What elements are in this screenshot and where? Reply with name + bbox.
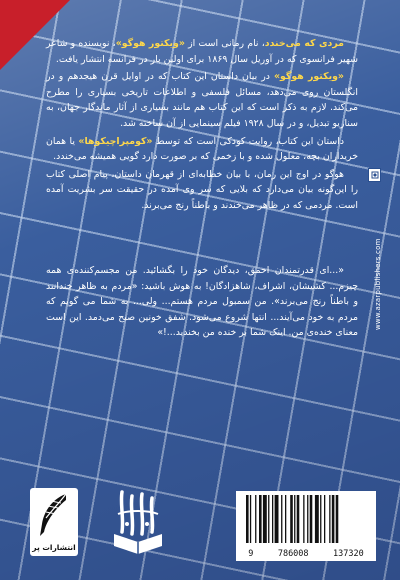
synopsis-text: ، نام رمانی است از — [184, 38, 265, 49]
quote-block — [46, 263, 358, 343]
synopsis-block — [46, 36, 358, 216]
barcode-bar — [329, 495, 330, 543]
barcode-bar — [307, 495, 308, 543]
barcode-bar — [268, 495, 269, 543]
synopsis-paragraph-3 — [46, 134, 358, 165]
barcode-bar — [332, 495, 335, 543]
comprachicos-term: «کومپراچیکوها» — [78, 135, 153, 147]
isbn-barcode — [236, 491, 376, 561]
isbn-digit-group: 786008 — [277, 549, 309, 559]
barcode-bar — [294, 495, 295, 543]
barcode-bar — [290, 495, 293, 543]
synopsis-paragraph-4: هوگو در اوج این رمان، با بیان خطابه‌ای از قهرمان داستان، پیام اصلی کتاب را این‌گونه بیان می‌دارد که بلایی که سر وی آمده در حقیقت سر بشریت آمده است. مردمی که در ظاهر می‌خندند و باطناً رنج می‌برند. — [46, 168, 358, 211]
synopsis-text: یا همان خریداران بچه، معلول شده و با زخمی که بر صورت دارد گویی همیشه می‌خندد. — [46, 135, 358, 163]
barcode-bar — [303, 495, 304, 543]
barcode-bar — [281, 495, 282, 543]
isbn-digits — [236, 549, 376, 559]
author-name: «ویکتور هوگو» — [115, 38, 185, 49]
barcode-bar — [259, 495, 262, 543]
barcode-bar — [310, 495, 313, 543]
open-book-calligraphy-icon — [108, 484, 168, 560]
quote-paragraph: «...ای قدرتمندان احمق، دیدگان خود را بگشائید. من مجسم‌کننده‌ی همه چیزم... کشیشان، اشراف، شاهزادگان! به هوش باشید: «مردم به ظاهر خندانند و باطناً رنج می‌برند». من سمبول مردم هستم... ولی... به شما می گویم که مردم به خود می‌آیند... انتها شروع می‌شود. شفق خونین صبح می‌دمد. این است معنای خنده‌ی من. اینک شما بر خنده من بخندید...!» — [46, 265, 358, 339]
barcode-bar — [320, 495, 321, 543]
synopsis-paragraph-2 — [46, 69, 358, 131]
barcode-bar — [272, 495, 273, 543]
barcode-bar — [250, 495, 251, 543]
isbn-digit-group: 137320 — [333, 549, 364, 559]
barcode-bar — [275, 495, 279, 543]
isbn-digit-group: 9 — [248, 549, 254, 559]
barcode-bar — [336, 495, 339, 543]
barcode-bar — [285, 495, 286, 543]
barcode-bar — [324, 495, 325, 543]
barcode-bar — [255, 495, 256, 543]
synopsis-paragraph-1 — [46, 36, 358, 67]
publisher-logo — [30, 488, 78, 556]
publisher-website: www.azarpublishers.com — [374, 238, 382, 330]
synopsis-text: داستان این کتاب، روایت کودکی است که توسط — [152, 135, 344, 147]
publisher-name: انتشارات پر — [32, 543, 76, 552]
synopsis-text: ، نویسنده و شاعر شهیر فرانسوی که در آوریل سال ۱۸۶۹ برای اولین بار در فرانسه انتشار یافت. — [46, 38, 358, 65]
barcode-bars — [242, 495, 370, 547]
barcode-bar — [263, 495, 267, 543]
barcode-bar — [246, 495, 249, 543]
feather-pen-icon — [36, 492, 72, 538]
barcode-bar — [315, 495, 319, 543]
book-title: مردی که می‌خندد — [264, 38, 344, 49]
author-name: «ویکتور هوگو» — [273, 71, 344, 83]
synopsis-text: در بیان داستان این کتاب که در اوایل قرن هیجدهم و در انگلستان روی می‌دهد، مسائل فلسفی و اطلاعات تاریخی بسیاری را مطرح می‌کند. لازم به ذکر است که این کتاب هم مانند بسیاری از آثار ماندگار جهان، به سناریو تبدیل، و در سال ۱۹۲۸ فیلم سینمایی از آن ساخته شد. — [46, 71, 358, 129]
barcode-bar — [297, 495, 300, 543]
